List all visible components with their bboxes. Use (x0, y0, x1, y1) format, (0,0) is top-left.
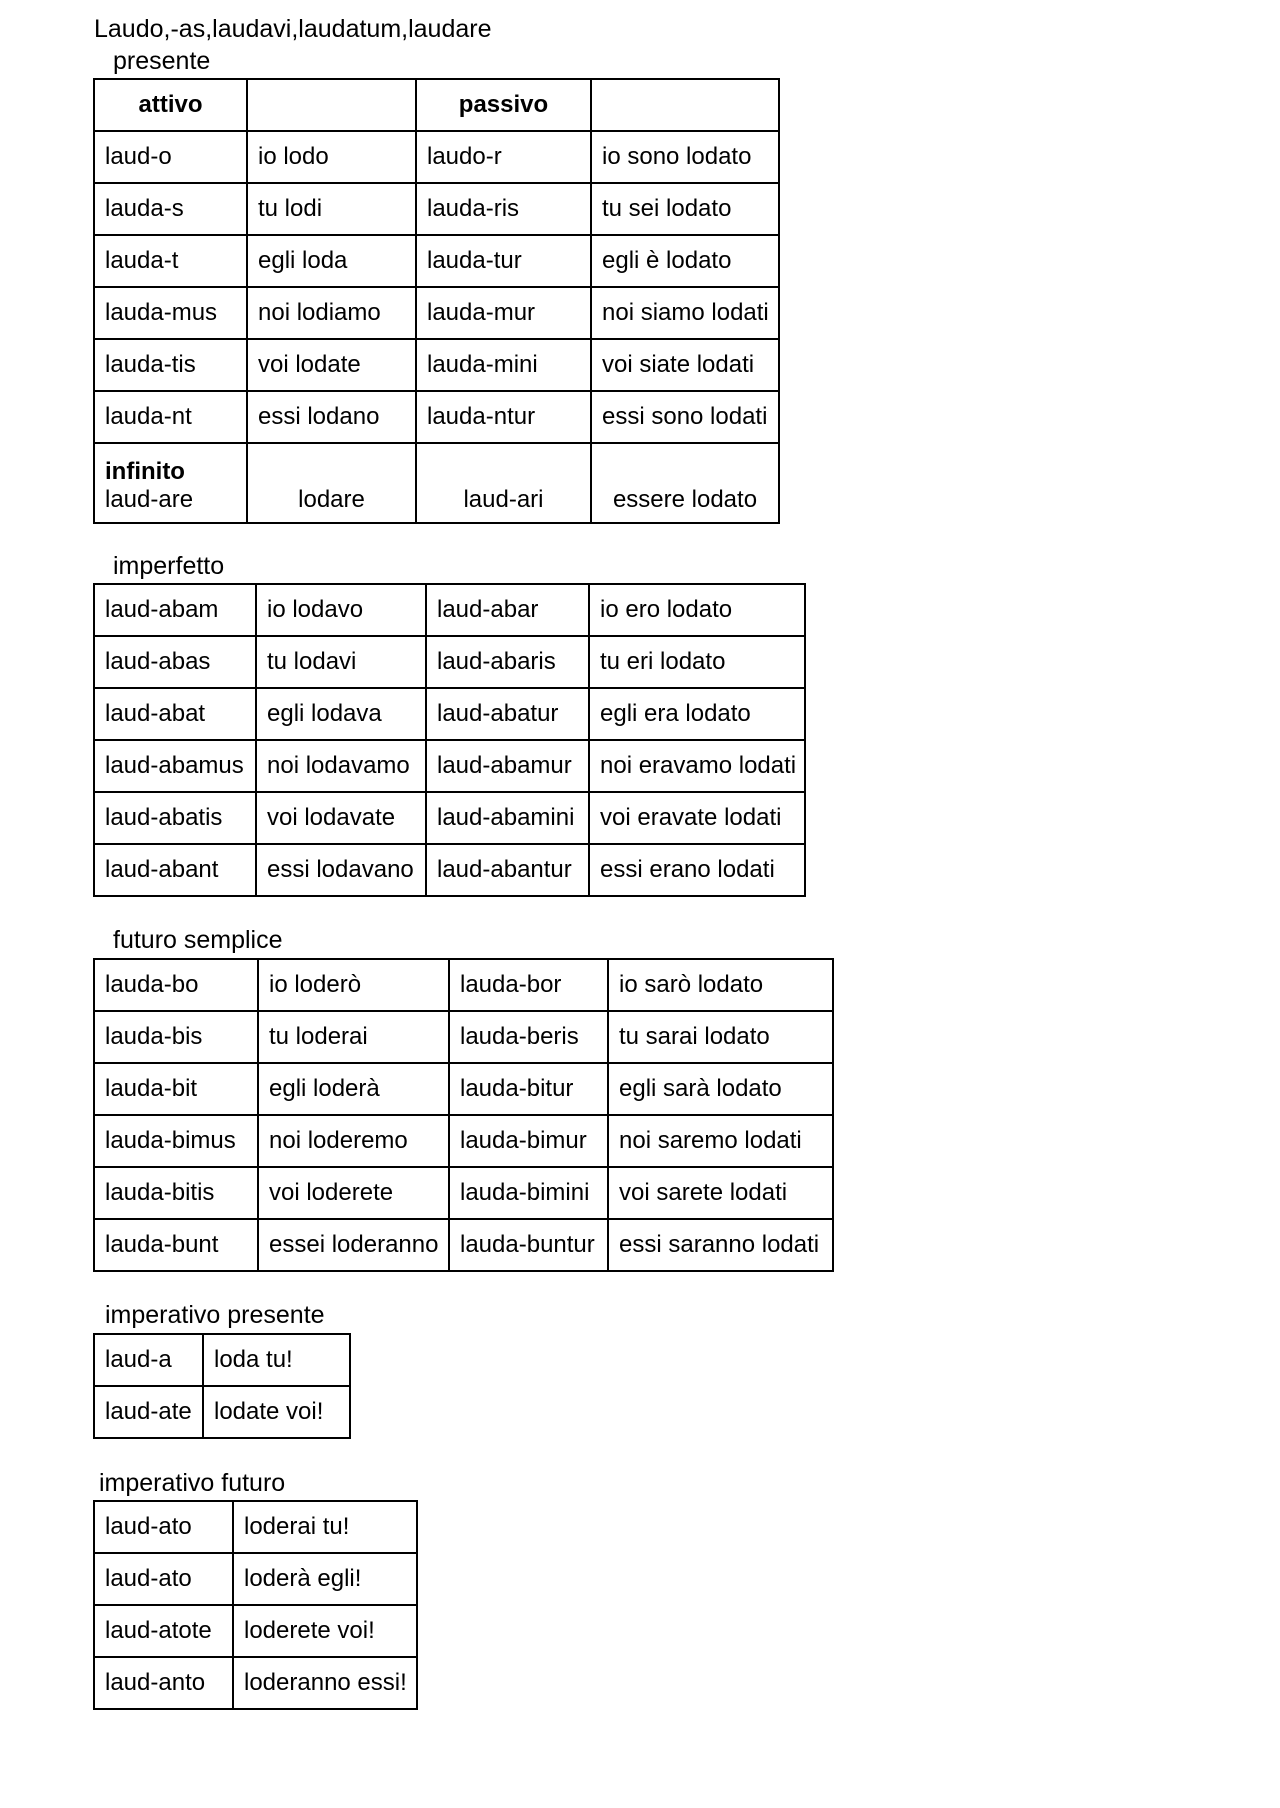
table-row (94, 844, 805, 896)
cell: laud-ate (94, 1386, 203, 1438)
cell: egli lodava (256, 688, 426, 740)
cell: voi lodavate (256, 792, 426, 844)
header-empty-2 (591, 79, 779, 131)
cell: egli loda (247, 235, 416, 287)
table-row (94, 1605, 417, 1657)
cell: essi saranno lodati (608, 1219, 833, 1271)
cell: lauda-tis (94, 339, 247, 391)
infinito-row (94, 443, 779, 523)
cell: loderanno essi! (233, 1657, 417, 1709)
section-label-imperativo-futuro: imperativo futuro (99, 1469, 286, 1497)
cell: tu loderai (258, 1011, 449, 1063)
table-row (94, 1386, 350, 1438)
cell: essei loderanno (258, 1219, 449, 1271)
cell: noi siamo lodati (591, 287, 779, 339)
cell: loderai tu! (233, 1501, 417, 1553)
table-row (94, 584, 805, 636)
cell: noi lodavamo (256, 740, 426, 792)
header-empty-1 (247, 79, 416, 131)
table-presente (93, 78, 780, 524)
cell: lauda-bimini (449, 1167, 608, 1219)
cell: laudo-r (416, 131, 591, 183)
cell: laud-abantur (426, 844, 589, 896)
section-label-imperfetto: imperfetto (113, 552, 225, 580)
cell: laud-anto (94, 1657, 233, 1709)
cell: egli era lodato (589, 688, 805, 740)
table-row (94, 1553, 417, 1605)
cell: lauda-ntur (416, 391, 591, 443)
infinito-italian-active: lodare (247, 443, 416, 523)
cell: tu lodavi (256, 636, 426, 688)
cell: egli sarà lodato (608, 1063, 833, 1115)
cell: lauda-tur (416, 235, 591, 287)
cell: laud-abam (94, 584, 256, 636)
cell: voi eravate lodati (589, 792, 805, 844)
infinito-italian-passive: essere lodato (591, 443, 779, 523)
cell: io lodavo (256, 584, 426, 636)
cell: laud-abamus (94, 740, 256, 792)
table-row (94, 740, 805, 792)
table-row (94, 1334, 350, 1386)
table-imperativo-presente (93, 1333, 351, 1439)
cell: lauda-bis (94, 1011, 258, 1063)
cell: loderà egli! (233, 1553, 417, 1605)
cell: laud-abas (94, 636, 256, 688)
table-row (94, 792, 805, 844)
cell: io sarò lodato (608, 959, 833, 1011)
cell: essi sono lodati (591, 391, 779, 443)
cell: egli loderà (258, 1063, 449, 1115)
table-imperfetto (93, 583, 806, 897)
cell: lauda-bunt (94, 1219, 258, 1271)
cell: io ero lodato (589, 584, 805, 636)
cell: laud-o (94, 131, 247, 183)
cell: lauda-beris (449, 1011, 608, 1063)
cell: laud-ato (94, 1553, 233, 1605)
cell: laud-abamur (426, 740, 589, 792)
table-header-row (94, 79, 779, 131)
table-row (94, 959, 833, 1011)
cell: voi siate lodati (591, 339, 779, 391)
cell: laud-abamini (426, 792, 589, 844)
cell: lauda-bimur (449, 1115, 608, 1167)
cell: tu eri lodato (589, 636, 805, 688)
cell: lauda-bo (94, 959, 258, 1011)
cell: lauda-mini (416, 339, 591, 391)
table-row (94, 636, 805, 688)
cell: noi loderemo (258, 1115, 449, 1167)
table-row (94, 688, 805, 740)
section-label-presente: presente (113, 47, 211, 75)
cell: lauda-buntur (449, 1219, 608, 1271)
table-row (94, 1167, 833, 1219)
page-title: Laudo,-as,laudavi,laudatum,laudare (94, 15, 492, 43)
cell: noi eravamo lodati (589, 740, 805, 792)
table-futuro (93, 958, 834, 1272)
cell: lauda-s (94, 183, 247, 235)
cell: voi lodate (247, 339, 416, 391)
table-row (94, 339, 779, 391)
cell: lauda-ris (416, 183, 591, 235)
cell: lauda-bit (94, 1063, 258, 1115)
cell: lauda-t (94, 235, 247, 287)
section-label-imperativo-presente: imperativo presente (105, 1301, 325, 1329)
table-row (94, 1657, 417, 1709)
cell: egli è lodato (591, 235, 779, 287)
cell: laud-abatur (426, 688, 589, 740)
infinito-cell (94, 443, 247, 523)
table-row (94, 1115, 833, 1167)
table-row (94, 1219, 833, 1271)
table-imperativo-futuro (93, 1500, 418, 1710)
cell: laud-abat (94, 688, 256, 740)
cell: tu sarai lodato (608, 1011, 833, 1063)
cell: lauda-bitur (449, 1063, 608, 1115)
table-row (94, 131, 779, 183)
cell: laud-abant (94, 844, 256, 896)
infinito-label: infinito (105, 458, 185, 485)
header-passivo: passivo (416, 79, 591, 131)
table-row (94, 391, 779, 443)
cell: voi sarete lodati (608, 1167, 833, 1219)
cell: lauda-bor (449, 959, 608, 1011)
infinito-latin-active: laud-are (105, 486, 194, 513)
table-row (94, 287, 779, 339)
table-row (94, 1063, 833, 1115)
table-row (94, 183, 779, 235)
cell: io sono lodato (591, 131, 779, 183)
cell: io loderò (258, 959, 449, 1011)
cell: loderete voi! (233, 1605, 417, 1657)
cell: essi erano lodati (589, 844, 805, 896)
cell: laud-abar (426, 584, 589, 636)
table-row (94, 1501, 417, 1553)
cell: lauda-bitis (94, 1167, 258, 1219)
cell: laud-a (94, 1334, 203, 1386)
cell: lauda-mur (416, 287, 591, 339)
cell: loda tu! (203, 1334, 350, 1386)
cell: laud-atote (94, 1605, 233, 1657)
section-label-futuro: futuro semplice (113, 926, 283, 954)
cell: tu lodi (247, 183, 416, 235)
header-attivo: attivo (94, 79, 247, 131)
cell: io lodo (247, 131, 416, 183)
cell: tu sei lodato (591, 183, 779, 235)
cell: essi lodavano (256, 844, 426, 896)
cell: laud-abaris (426, 636, 589, 688)
cell: noi lodiamo (247, 287, 416, 339)
infinito-latin-passive: laud-ari (416, 443, 591, 523)
cell: lauda-nt (94, 391, 247, 443)
cell: noi saremo lodati (608, 1115, 833, 1167)
table-row (94, 235, 779, 287)
cell: lauda-mus (94, 287, 247, 339)
cell: essi lodano (247, 391, 416, 443)
cell: lodate voi! (203, 1386, 350, 1438)
cell: lauda-bimus (94, 1115, 258, 1167)
cell: voi loderete (258, 1167, 449, 1219)
cell: laud-abatis (94, 792, 256, 844)
table-row (94, 1011, 833, 1063)
cell: laud-ato (94, 1501, 233, 1553)
